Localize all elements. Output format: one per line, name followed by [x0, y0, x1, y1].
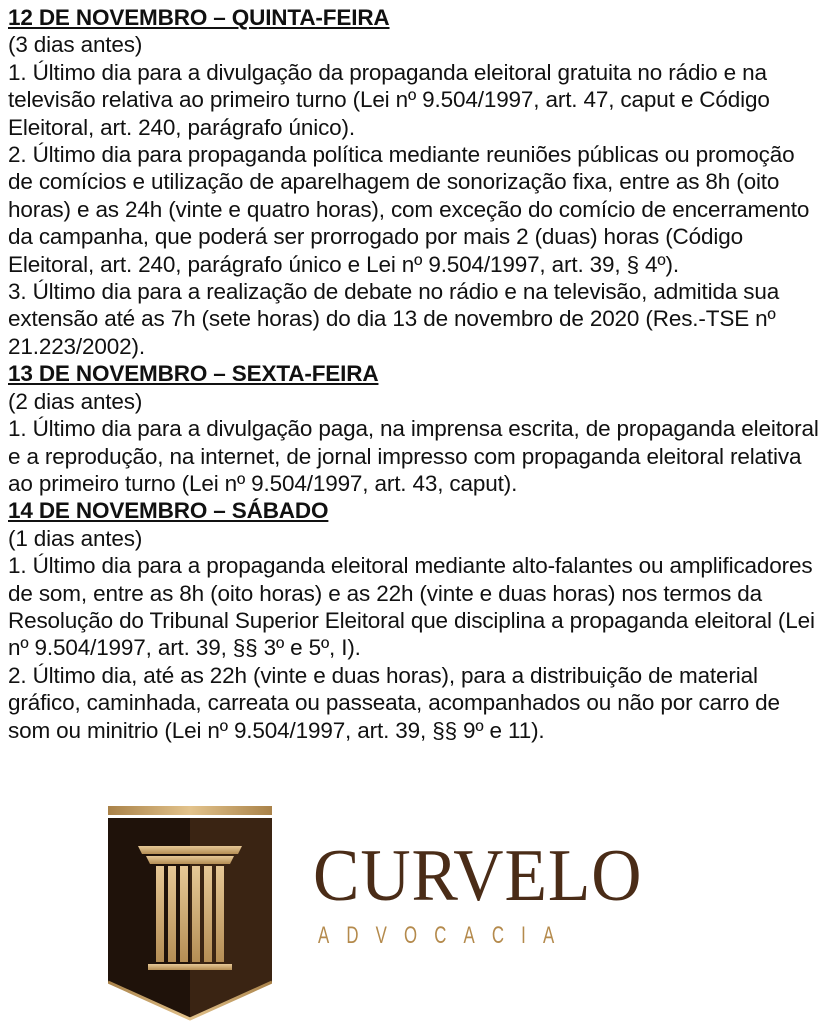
section-3-item-2: 2. Último dia, até as 22h (vinte e duas horas), para a distribuição de material gráfico, caminhada, carreata ou passeata, acompanhados ou não por carro de som ou minitrio (Lei nº 9.504/1997, art. 39, §§ 9º e 11).	[8, 662, 780, 743]
section-1-item-3: 3. Último dia para a realização de debate no rádio e na televisão, admitida sua extensão até as 7h (sete horas) do dia 13 de novembro de 2020 (Res.-TSE nº 21.223/2002).	[8, 279, 780, 359]
document-body	[8, 4, 820, 744]
section-1-item-2: 2. Último dia para propaganda política mediante reuniões públicas ou promoção de comícios e utilização de aparelhagem de sonorização fixa, entre as 8h (oito horas) e as 24h (vinte e quatro horas), com exceção do comício de encerramento da campanha, que poderá ser prorrogado por mais 2 (duas) horas (Código Eleitoral, art. 240, parágrafo único e Lei nº 9.504/1997, art. 39, § 4º).	[8, 142, 810, 277]
section-1-item-1: 1. Último dia para a divulgação da propaganda eleitoral gratuita no rádio e na televisão relativa ao primeiro turno (Lei nº 9.504/1997, art. 47, caput e Código Eleitoral, art. 240, parágrafo único).	[8, 59, 770, 140]
section-3-heading: 14 DE NOVEMBRO – SÁBADO	[8, 498, 329, 524]
section-3-days: (1 dias antes)	[8, 525, 143, 551]
section-3-item-1: 1. Último dia para a propaganda eleitoral mediante alto-falantes ou amplificadores de som, entre as 8h (oito horas) e as 22h (vinte e duas horas) nos termos da Resolução do Tribunal Superior Eleitoral que disciplina a propaganda eleitoral (Lei nº 9.504/1997, art. 39, §§ 3º e 5º, I).	[8, 553, 815, 661]
brand-subtitle: ADVOCACIA	[318, 922, 572, 949]
section-1-heading: 12 DE NOVEMBRO – QUINTA-FEIRA	[8, 5, 390, 30]
section-2-days: (2 dias antes)	[8, 388, 143, 414]
section-2-heading: 13 DE NOVEMBRO – SEXTA-FEIRA	[8, 361, 379, 387]
section-1-days: (3 dias antes)	[8, 32, 143, 58]
column-shield-icon	[108, 806, 272, 1022]
brand-name: CURVELO	[313, 835, 643, 917]
section-2-item-1: 1. Último dia para a divulgação paga, na imprensa escrita, de propaganda eleitoral e a reprodução, na internet, de jornal impresso com propaganda eleitoral relativa ao primeiro turno (Lei nº 9.504/1997, art. 43, caput).	[8, 416, 819, 496]
